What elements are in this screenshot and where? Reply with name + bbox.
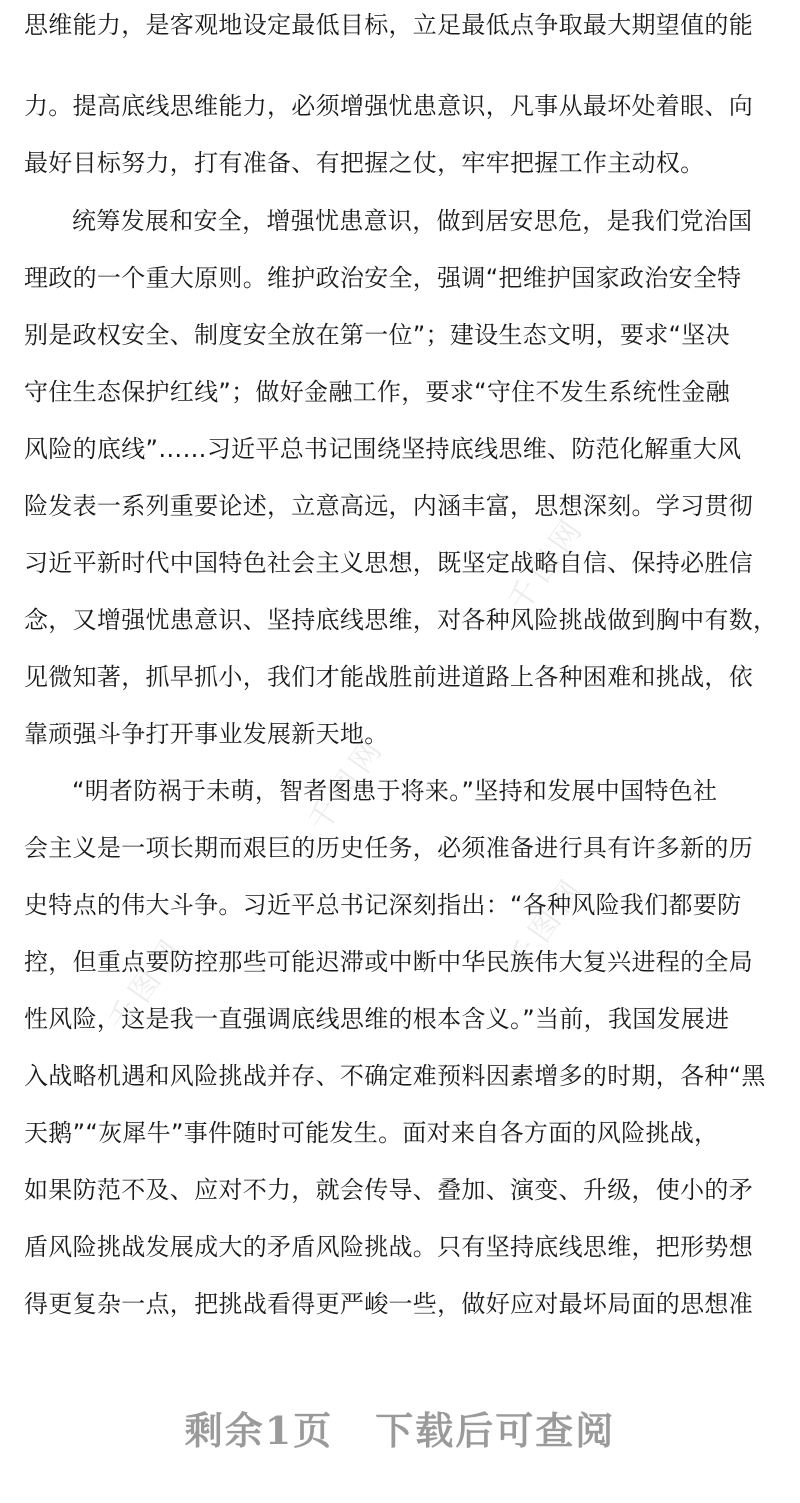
paragraph-line: 入战略机遇和风险挑战并存、不确定难预料因素增多的时期，各种“黑 (24, 1062, 766, 1090)
paragraph-line: 得更复杂一点，把挑战看得更严峻一些，做好应对最坏局面的思想准 (24, 1290, 753, 1318)
paragraph-line: 会主义是一项长期而艰巨的历史任务，必须准备进行具有许多新的历 (24, 834, 753, 862)
paragraph-line: “明者防祸于未萌，智者图患于将来。”坚持和发展中国特色社 (72, 777, 718, 805)
paragraph-line: 控，但重点要防控那些可能迟滞或中断中华民族伟大复兴进程的全局 (24, 948, 753, 976)
watermark: 千图网 (501, 509, 593, 619)
paragraph-line: 盾风险挑战发展成大的矛盾风险挑战。只有坚持底线思维，把形势想 (24, 1233, 753, 1261)
paragraph-line: 统筹发展和安全，增强忧患意识，做到居安思危，是我们党治国 (72, 207, 753, 235)
paragraph-line: 靠顽强斗争打开事业发展新天地。 (24, 720, 389, 748)
download-to-view-label: 下载后可查阅 (375, 1408, 616, 1453)
paragraph-line: 风险的底线”……习近平总书记围绕坚持底线思维、防范化解重大风 (24, 435, 742, 463)
paragraph-line: 如果防范不及、应对不力，就会传导、叠加、演变、升级，使小的矛 (24, 1176, 753, 1204)
paragraph-line: 天鹅”“灰犀牛”事件随时可能发生。面对来自各方面的风险挑战， (24, 1119, 719, 1147)
paragraph-line: 念，又增强忧患意识、坚持底线思维，对各种风险挑战做到胸中有数， (24, 606, 778, 634)
paragraph-line: 思维能力，是客观地设定最低目标，立足最低点争取最大期望值的能 (24, 11, 753, 39)
paragraph-line: 习近平新时代中国特色社会主义思想，既坚定战略自信、保持必胜信 (24, 549, 753, 577)
paragraph-line: 史特点的伟大斗争。习近平总书记深刻指出：“各种风险我们都要防 (24, 891, 742, 919)
watermark: 千图网 (501, 869, 593, 979)
watermark: 千图网 (101, 929, 193, 1039)
remaining-pages-label: 剩余1页 (184, 1408, 334, 1453)
paragraph-line: 险发表一系列重要论述，立意高远，内涵丰富，思想深刻。学习贯彻 (24, 492, 753, 520)
paragraph-line: 见微知著，抓早抓小，我们才能战胜前进道路上各种困难和挑战，依 (24, 663, 753, 691)
paragraph-line: 最好目标努力，打有准备、有把握之仗，牢牢把握工作主动权。 (24, 149, 705, 177)
paragraph-line: 别是政权安全、制度安全放在第一位”；建设生态文明，要求“坚决 (24, 321, 730, 349)
watermark: 千图网 (301, 729, 393, 839)
paragraph-line: 力。提高底线思维能力，必须增强忧患意识，凡事从最坏处着眼、向 (24, 92, 753, 120)
download-prompt[interactable] (0, 1400, 800, 1455)
paragraph-line: 理政的一个重大原则。维护政治安全，强调“把维护国家政治安全特 (24, 264, 742, 292)
paragraph-line: 性风险，这是我一直强调底线思维的根本含义。”当前，我国发展进 (24, 1005, 730, 1033)
paragraph-line: 守住生态保护红线”；做好金融工作，要求“守住不发生系统性金融 (24, 378, 730, 406)
